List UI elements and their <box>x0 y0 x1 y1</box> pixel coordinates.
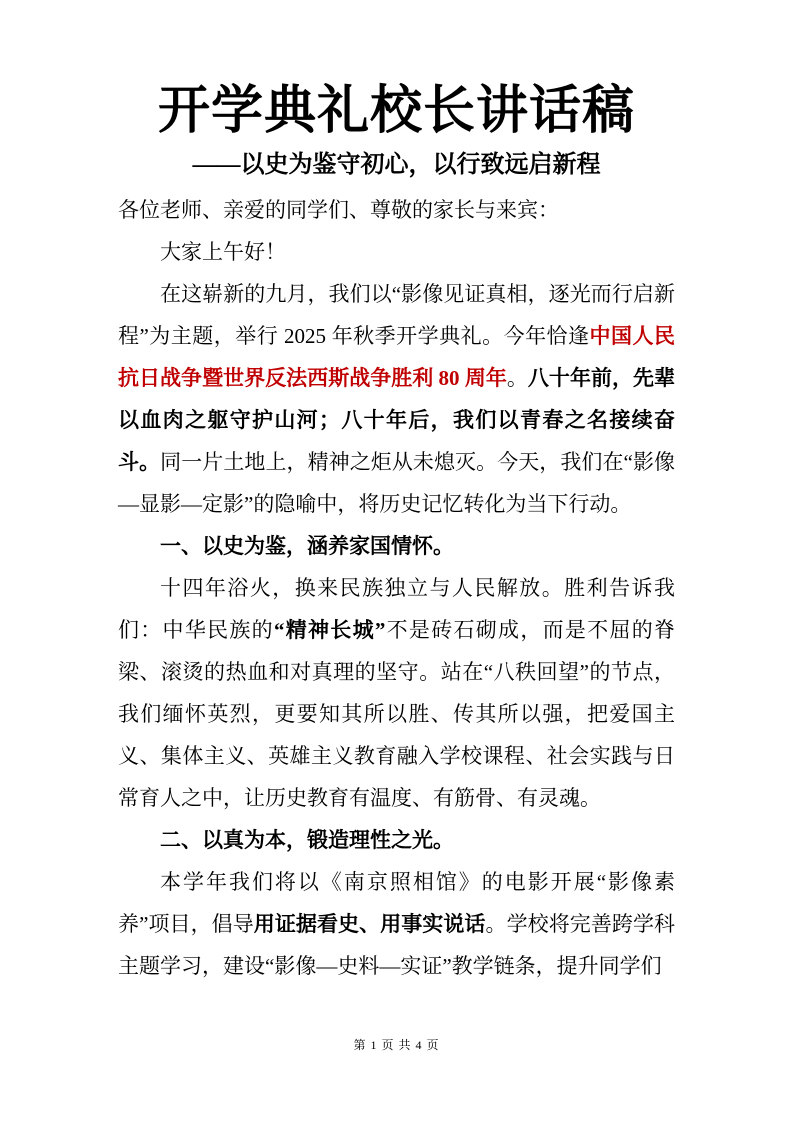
document-content <box>118 78 675 987</box>
text-run: 本学年我们将以《南京照相馆》的电影开展“影像素养”项目，倡导 <box>118 869 675 936</box>
document-subtitle: ——以史为鉴守初心，以行致远启新程 <box>192 151 601 178</box>
paragraph <box>118 273 675 525</box>
page-number-footer: 第 1 页 共 4 页 <box>353 1038 440 1052</box>
text-run: 。 <box>506 365 528 390</box>
section-heading <box>118 819 675 861</box>
text-run: 。学校将完善跨学科主题学习，建设“影像—史料—实证”教学链条，提升同学们 <box>118 911 676 978</box>
text-run: 在这崭新的九月，我们以“影像见证真相，逐光而行启新程”为主题，举行 2025 年秋季开学典礼。今年恰逢 <box>118 281 675 348</box>
paragraph <box>118 567 675 819</box>
paragraph <box>118 189 675 231</box>
text-run: 一、以史为鉴，涵养家国情怀。 <box>160 533 454 558</box>
text-run: 同一片土地上，精神之炬从未熄灭。今天，我们在“影像—显影—定影”的隐喻中，将历史记忆转化为当下行动。 <box>118 449 676 516</box>
text-run: 用证据看史、用事实说话 <box>253 911 486 936</box>
text-run: 各位老师、亲爱的同学们、尊敬的家长与来宾： <box>118 197 559 222</box>
text-run: 十四年浴火，换来民族独立与人民解放。胜利告诉我们：中华民族的 <box>118 575 675 642</box>
document-body <box>118 189 675 987</box>
paragraph <box>118 861 675 987</box>
text-run: 二、以真为本，锻造理性之光。 <box>160 827 454 852</box>
paragraph <box>118 231 675 273</box>
section-heading <box>118 525 675 567</box>
text-run: “精神长城” <box>273 617 386 642</box>
document-title: 开学典礼校长讲话稿 <box>157 83 635 140</box>
text-run: 八十年前，先辈以血肉之躯守护山河；八十年后，我们以青春之名接续奋斗。 <box>118 365 676 474</box>
text-run: 中国人民抗日战争暨世界反法西斯战争胜利 80 周年 <box>118 323 675 390</box>
text-run: 大家上午好！ <box>160 239 286 264</box>
text-run: 不是砖石砌成，而是不屈的脊梁、滚烫的热血和对真理的坚守。站在“八秩回望”的节点，我们缅怀英烈，更要知其所以胜、传其所以强，把爱国主义、集体主义、英雄主义教育融入学校课程、社会实践与日常育人之中，让历史教育有温度、有筋骨、有灵魂。 <box>118 617 676 810</box>
